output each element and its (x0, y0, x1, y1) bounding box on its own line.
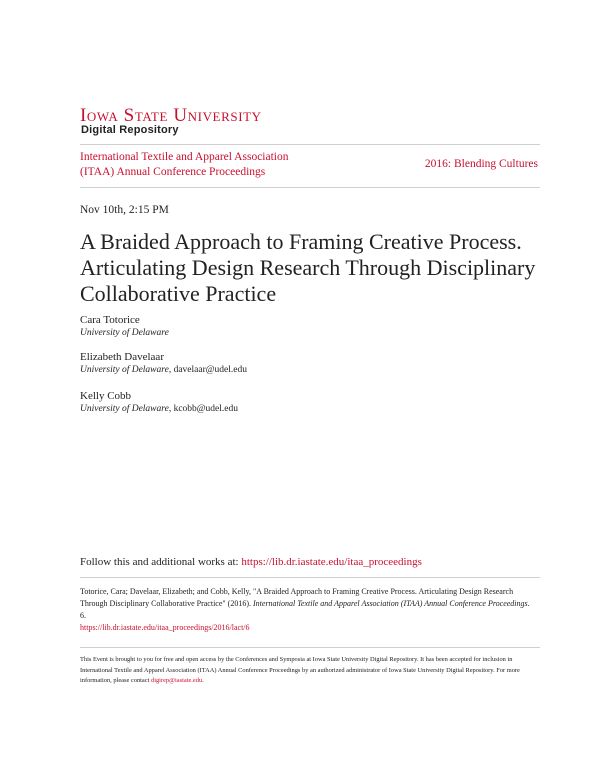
series-line-2[interactable]: (ITAA) Annual Conference Proceedings (80, 166, 266, 178)
author-name: Elizabeth Davelaar (80, 351, 164, 363)
notice-end: . (202, 677, 204, 684)
citation-journal: International Textile and Apparel Association (ITAA) Annual Conference Proceedings (253, 599, 528, 608)
author-block (80, 350, 247, 377)
author-email[interactable]: davelaar@udel.edu (173, 365, 247, 375)
author-block (80, 313, 169, 340)
author-affiliation: University of Delaware (80, 328, 169, 338)
edition-link[interactable]: 2016: Blending Cultures (424, 158, 538, 170)
follow-line (80, 556, 422, 568)
series-line-1[interactable]: International Textile and Apparel Association (80, 151, 289, 163)
citation-number: . 6. (80, 599, 530, 620)
series-divider (80, 187, 540, 188)
author-name: Kelly Cobb (80, 390, 132, 402)
citation-block (80, 586, 530, 634)
follow-link[interactable]: https://lib.dr.iastate.edu/itaa_proceedings (241, 556, 422, 568)
university-logo-text: Iowa State University (80, 105, 262, 126)
repository-name: Digital Repository (81, 124, 179, 136)
access-notice (80, 655, 530, 687)
top-divider (80, 144, 540, 145)
citation-text: Totorice, Cara; Davelaar, Elizabeth; and Cobb, Kelly, "A Braided Approach to Framing Creative Process. Articulating Design Research Through Disciplinary Collaborative Practice" (2016). (80, 587, 514, 608)
author-affiliation: University of Delaware, davelaar@udel.edu (80, 365, 247, 375)
follow-text: Follow this and additional works at: (80, 556, 239, 568)
event-date: Nov 10th, 2:15 PM (80, 204, 169, 216)
author-block (80, 389, 238, 416)
notice-text: This Event is brought to you for free and open access by the Conferences and Symposia at Iowa State University Digital Repository. It has been accepted for inclusion in International Textile and Apparel Association (ITAA) Annual Conference Proceedings by an authorized administrator of Iowa State University Digital Repository. For more information, please contact (80, 656, 520, 684)
author-email[interactable]: kcobb@udel.edu (173, 404, 238, 414)
paper-title: A Braided Approach to Framing Creative Process. Articulating Design Research Through Disciplinary Collaborative Practice (80, 229, 536, 306)
citation-divider (80, 577, 540, 578)
citation-link[interactable]: https://lib.dr.iastate.edu/itaa_proceedings/2016/lact/6 (80, 623, 250, 632)
notice-divider (80, 647, 540, 648)
series-title[interactable] (80, 150, 380, 180)
author-name: Cara Totorice (80, 314, 140, 326)
author-affiliation: University of Delaware, kcobb@udel.edu (80, 404, 238, 414)
notice-email-link[interactable]: digirep@iastate.edu (151, 677, 203, 684)
